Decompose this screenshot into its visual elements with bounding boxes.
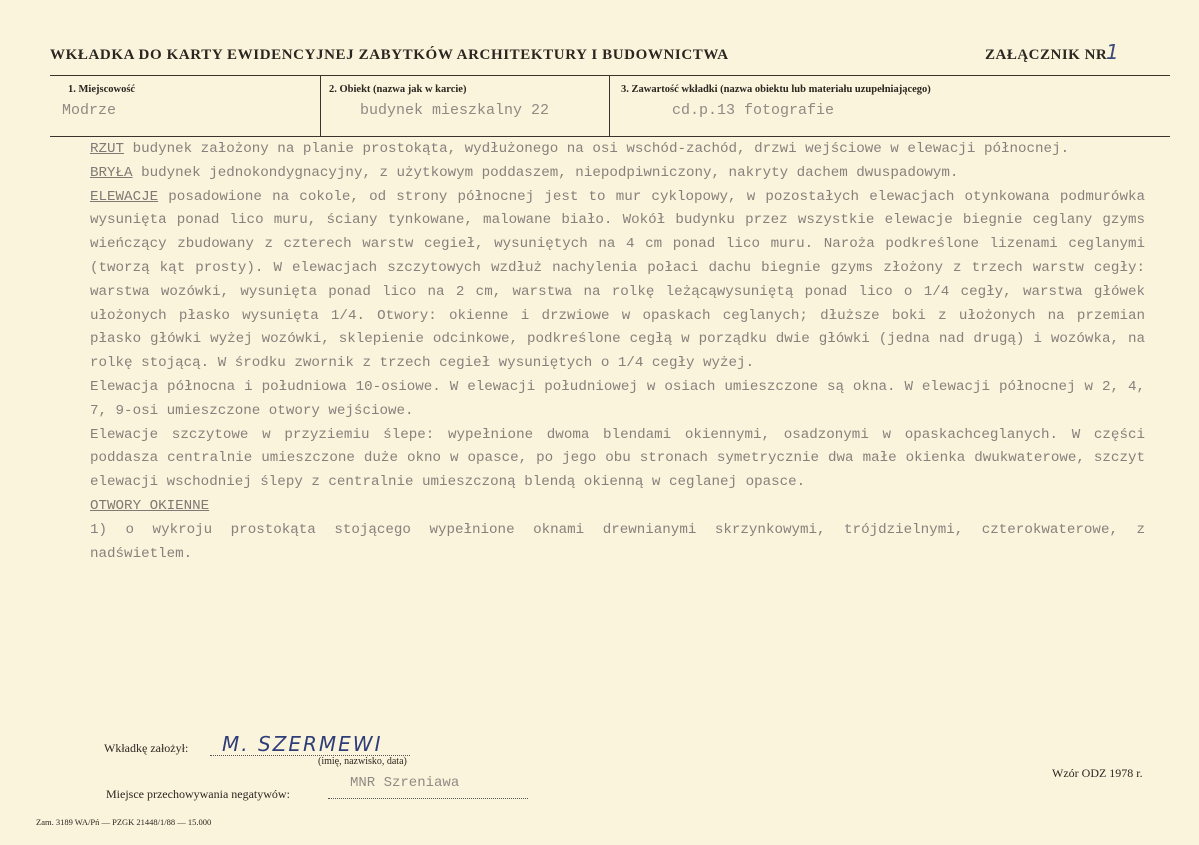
- negatives-value: MNR Szreniawa: [350, 775, 460, 791]
- paragraph-north-south: Elewacja północna i południowa 10-osiowe. W elewacji południowej w osiach umieszczone są okna. W elewacji północnej w 2, 4, 7, 9-osi umieszczone otwory wejściowe.: [90, 378, 1145, 419]
- negatives-label: Miejsce przechowywania negatywów:: [106, 787, 290, 801]
- form-model: Wzór ODZ 1978 r.: [1052, 766, 1143, 780]
- form-title: WKŁADKA DO KARTY EWIDENCYJNEJ ZABYTKÓW ARCHITEKTURY I BUDOWNICTWA: [50, 47, 729, 63]
- negatives-dotted-line: [328, 798, 528, 799]
- content-value: cd.p.13 fotografie: [672, 102, 835, 119]
- author-signature: M. SZERMEWI: [222, 732, 383, 756]
- author-label: Wkładkę założył:: [104, 741, 189, 755]
- annex-number: 1: [1106, 40, 1119, 64]
- header-rule: [50, 75, 1170, 76]
- paragraph-otwory-heading: [90, 495, 1145, 519]
- heading-otwory: OTWORY OKIENNE: [90, 497, 210, 514]
- paragraph-rzut: [90, 138, 1145, 162]
- content-label: 3. Zawartość wkładki (nazwa obiektu lub materiału uzupełniającego): [621, 84, 931, 95]
- object-value: budynek mieszkalny 22: [360, 102, 550, 119]
- author-sublabel: (imię, nazwisko, data): [318, 756, 407, 767]
- paragraph-elewacje: [90, 186, 1145, 376]
- object-label: 2. Obiekt (nazwa jak w karcie): [329, 84, 467, 95]
- heading-bryla: BRYŁA: [90, 164, 133, 181]
- text-elewacje: posadowione na cokole, od strony północnej jest to mur cyklopowy, w pozostałych elewacjach otynkowana podmurówka wysunięta ponad lico muru, ściany tynkowane, malowane biało. Wokół budynku przez wszystkie elewacje biegnie ceglany gzyms wieńczący zbudowany z czterech warstw cegieł, wysuniętych na 4 cm ponad lico muru. Naroża podkreślone lizenami ceglanymi (tworzą kąt prosty). W elewacjach szczytowych wzdłuż nachylenia połaci dachu biegnie gzyms złożony z trzech warstw cegły: warstwa wozówki, wysunięta ponad lico na 2 cm, warstwa na rolkę leżącąwysuniętą ponad lico o 1/4 cegły, warstwa główek ułożonych płasko wysunięta 1/4. Otwory: okienne i drzwiowe w opaskach ceglanych; dłuższe boki z ułożonych na przemian płasko główki wyżej wozówki, sklepienie odcinkowe, podkreślone cegłą w porządku dwie główki (jedna nad drugą) i wozówka, na rolkę stojącą. W środku zwornik z trzech cegieł wysuniętych o 1/4 cegły wyżej.: [90, 188, 1145, 372]
- fields-bottom-rule: [50, 136, 1170, 137]
- field-divider-2: [609, 76, 610, 136]
- paragraph-otwory-item: 1) o wykroju prostokąta stojącego wypełnione oknami drewnianymi skrzynkowymi, trójdzielnymi, czterokwaterowe, z nadświetlem.: [90, 521, 1145, 562]
- locality-value: Modrze: [62, 102, 117, 119]
- locality-label: 1. Miejscowość: [68, 84, 136, 95]
- annex-label: ZAŁĄCZNIK NR: [985, 47, 1108, 63]
- paragraph-bryla: [90, 162, 1145, 186]
- paragraph-gable: Elewacje szczytowe w przyziemiu ślepe: wypełnione dwoma blendami okiennymi, osadzonymi w opaskachceglanych. W części poddasza centralnie umieszczone duże okno w opasce, po jego obu stronach symetrycznie dwa małe okienka dwukwaterowe, szczyt elewacji wschodniej ślepy z centralnie umieszczoną blendą okienną w ceglanej opasce.: [90, 426, 1145, 491]
- heading-rzut: RZUT: [90, 141, 125, 157]
- print-info: Zam. 3189 WA/Pń — PZGK 21448/1/88 — 15.000: [36, 817, 212, 827]
- field-divider-1: [320, 76, 321, 136]
- description-body: [90, 138, 1145, 566]
- text-bryla: budynek jednokondygnacyjny, z użytkowym poddaszem, niepodpiwniczony, nakryty dachem dwuspadowym.: [132, 164, 959, 181]
- text-rzut: budynek założony na planie prostokąta, wydłużonego na osi wschód-zachód, drzwi wejściowe w elewacji północnej.: [124, 141, 1070, 157]
- heading-elewacje: ELEWACJE: [90, 188, 159, 205]
